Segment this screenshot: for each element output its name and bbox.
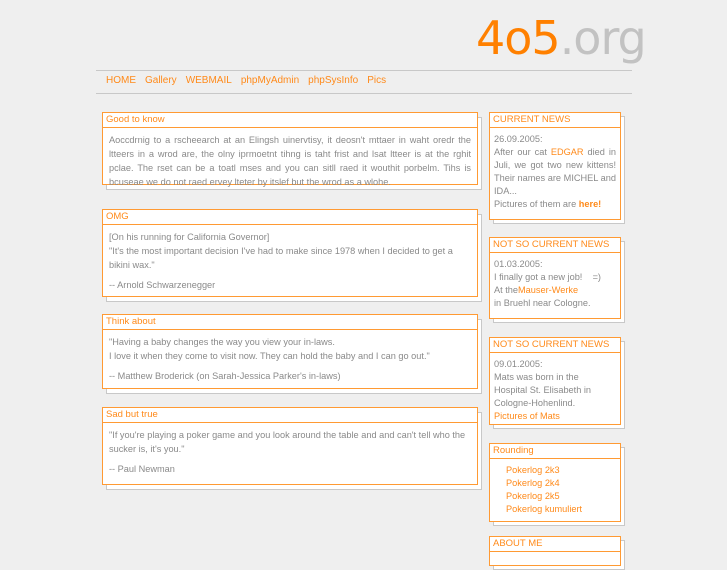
box-sad-but-true: [102, 407, 478, 485]
news-date: 26.09.2005:: [494, 134, 543, 144]
site-logo[interactable]: [476, 12, 646, 64]
quote-author: -- Matthew Broderick (on Sarah-Jessica Parker's in-laws): [109, 371, 341, 381]
logo-part1: 4o5: [476, 11, 560, 65]
nav-webmail[interactable]: WEBMAIL: [185, 75, 232, 86]
news-date: 01.03.2005:: [494, 259, 543, 269]
quote-line: "Having a baby changes the way you view your in-laws.: [109, 337, 335, 347]
nav-gallery[interactable]: Gallery: [145, 75, 177, 86]
pictures-of-mats-link[interactable]: Pictures of Mats: [494, 411, 560, 421]
nav-phpmyadmin[interactable]: phpMyAdmin: [240, 75, 300, 86]
box-title: NOT SO CURRENT NEWS: [490, 338, 620, 353]
kittens-pictures-link[interactable]: here!: [578, 199, 602, 209]
divider-nav: [96, 93, 632, 94]
edgar-link[interactable]: EDGAR: [550, 147, 584, 157]
box-title: OMG: [103, 210, 477, 225]
box-not-so-current-news-1: NOT SO CURRENT NEWS 01.03.2005: I finally got a new job! =) At theMauser-Werke in Bruehl near Cologne.: [489, 237, 621, 319]
nav-pics[interactable]: Pics: [367, 75, 387, 86]
box-rounding: [489, 443, 621, 522]
main-nav: [106, 75, 395, 86]
box-omg: [102, 209, 478, 297]
news-date: 09.01.2005:: [494, 359, 543, 369]
box-title: ABOUT ME: [490, 537, 620, 552]
box-good-to-know: [102, 112, 478, 185]
box-not-so-current-news-2: NOT SO CURRENT NEWS 09.01.2005: Mats was born in the Hospital St. Elisabeth in Cologne-Hohenlind. Pictures of Mats: [489, 337, 621, 425]
box-title: NOT SO CURRENT NEWS: [490, 238, 620, 253]
divider-top: [96, 70, 632, 71]
logo-part2: .org: [559, 11, 646, 65]
quote-author: -- Paul Newman: [109, 464, 175, 474]
nav-home[interactable]: HOME: [106, 75, 136, 86]
quote-author: -- Arnold Schwarzenegger: [109, 280, 216, 290]
pokerlog-2k5-link[interactable]: Pokerlog 2k5: [506, 491, 560, 501]
pokerlog-kumuliert-link[interactable]: Pokerlog kumuliert: [506, 504, 583, 514]
pokerlog-list: [490, 459, 620, 520]
box-about-me: [489, 536, 621, 566]
mauser-werke-link[interactable]: Mauser-Werke: [518, 285, 579, 295]
box-title: Good to know: [103, 113, 477, 128]
pokerlog-2k4-link[interactable]: Pokerlog 2k4: [506, 478, 560, 488]
box-think-about: [102, 314, 478, 389]
pokerlog-2k3-link[interactable]: Pokerlog 2k3: [506, 465, 560, 475]
box-title: Rounding: [490, 444, 620, 459]
quote-line: "It's the most important decision I've had to make since 1978 when I decided to get a bikini wax.": [109, 246, 453, 270]
nav-phpsysinfo[interactable]: phpSysInfo: [308, 75, 359, 86]
box-title: Sad but true: [103, 408, 477, 423]
quote-line: [On his running for California Governor]: [109, 232, 270, 242]
quote-line: I love it when they come to visit now. They can hold the baby and I can go out.": [109, 351, 430, 361]
quote-line: "If you're playing a poker game and you look around the table and and can't tell who the sucker is, it's you.": [109, 430, 466, 454]
box-text: Aoccdrnig to a rscheearch at an Elingsh uinervtisy, it deosn't mttaer in waht oredr the ltteers in a wrod are, the olny iprmoetnt tihng is taht frist and lsat ltteer is at the rghit pclae. The rset can be a toatl mses and you can sitll raed it wouthit porbelm. Tihs is bcuseae we do not raed ervey lteter by itslef but the wrod as a wlohe.: [109, 135, 471, 187]
box-title: Think about: [103, 315, 477, 330]
box-title: CURRENT NEWS: [490, 113, 620, 128]
box-current-news: CURRENT NEWS 26.09.2005: After our cat EDGAR died in Juli, we got two new kittens! Their names are MICHEL and IDA... Pictures of them are here!: [489, 112, 621, 220]
